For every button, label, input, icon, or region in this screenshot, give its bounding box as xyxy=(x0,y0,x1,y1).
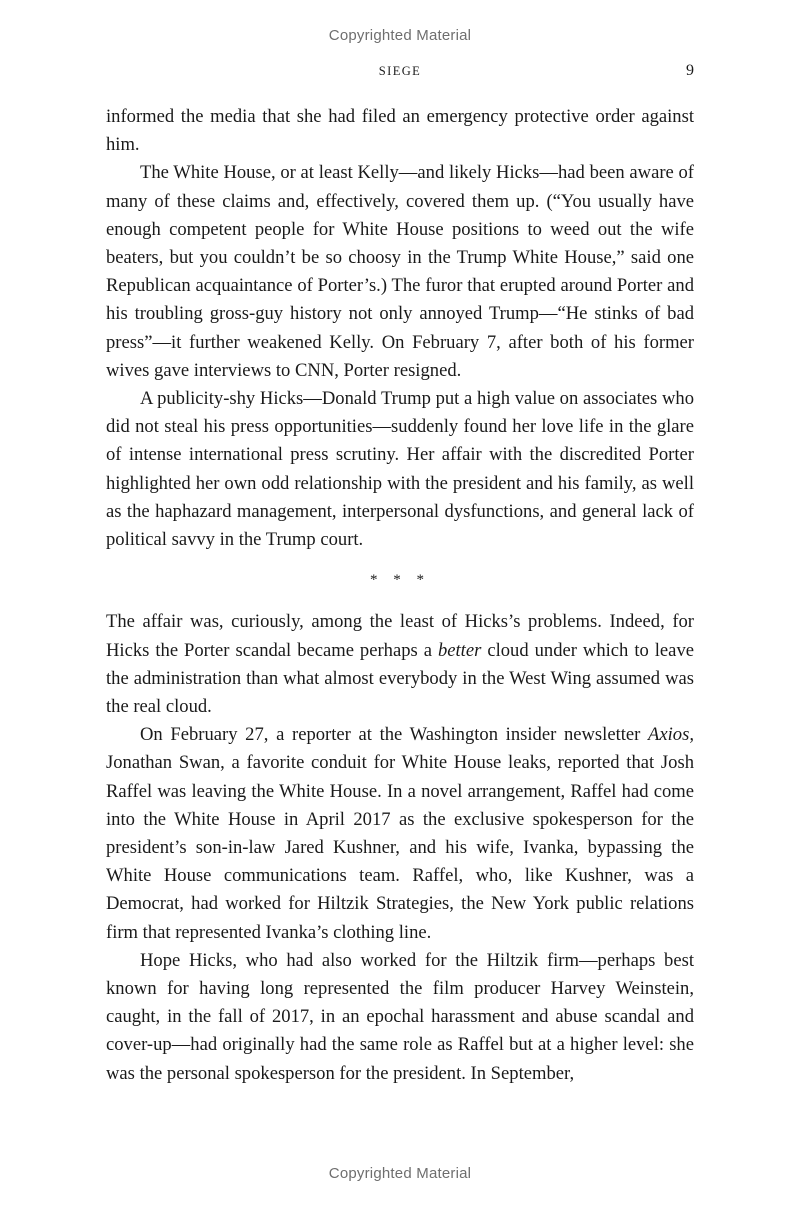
running-head: SIEGE xyxy=(378,64,422,78)
section-break: * * * xyxy=(370,572,430,589)
paragraph-3: A publicity-shy Hicks—Donald Trump put a high value on associates who did not steal his press opportunities—suddenly found her love life in the glare of intense international press scrutiny. Her affair with the discredited Porter highlighted her own odd relationship with the president and his family, as well as the haphazard management, interpersonal dysfunctions, and general lack of political savvy in the Trump court. xyxy=(106,388,694,551)
paragraph-4-text-b: cloud under which to leave the administration than what almost everybody in the West Wing assumed was the real cloud. xyxy=(106,639,694,718)
copyright-watermark-bottom: Copyrighted Material xyxy=(328,1165,472,1182)
paragraph-5-text-a: On February 27, a reporter at the Washington insider newsletter xyxy=(140,724,649,746)
paragraph-1: informed the media that she had filed an emergency protective order against him. xyxy=(106,106,694,156)
paragraph-4-italic: better xyxy=(437,639,482,661)
paragraph-4 xyxy=(106,608,694,721)
copyright-watermark-top: Copyrighted Material xyxy=(328,27,472,44)
paragraph-5 xyxy=(106,721,694,947)
paragraph-5-italic: Axios, xyxy=(648,724,694,746)
page-number: 9 xyxy=(686,62,694,79)
body-text xyxy=(106,103,694,1088)
paragraph-6: Hope Hicks, who had also worked for the Hiltzik firm—perhaps best known for having long represented the film producer Harvey Weinstein, caught, in the fall of 2017, in an epochal harassment and abuse scandal and cover-up—had originally had the same role as Raffel but at a higher level: she was the personal spokesperson for the president. In September, xyxy=(106,949,694,1084)
paragraph-4-text-a: The affair was, curiously, among the least of Hicks’s problems. Indeed, for Hicks the Porter scandal became perhaps a xyxy=(106,611,694,661)
paragraph-2: The White House, or at least Kelly—and likely Hicks—had been aware of many of these claims and, effectively, covered them up. (“You usually have enough competent people for White House positions to weed out the wife beaters, but you couldn’t be so choosy in the Trump White House,” said one Republican acquaintance of Porter’s.) The furor that erupted around Porter and his troubling gross-guy history not only annoyed Trump—“He stinks of bad press”—it further weakened Kelly. On February 7, after both of his former wives gave interviews to CNN, Porter resigned. xyxy=(106,162,694,381)
paragraph-5-text-b: Jonathan Swan, a favorite conduit for White House leaks, reported that Josh Raffel was leaving the White House. In a novel arrangement, Raffel had come into the White House in April 2017 as the exclusive spokesperson for the president’s son-in-law Jared Kushner, and his wife, Ivanka, bypassing the White House communications team. Raffel, who, like Kushner, was a Democrat, had worked for Hiltzik Strategies, the New York public relations firm that represented Ivanka’s clothing line. xyxy=(106,752,694,943)
